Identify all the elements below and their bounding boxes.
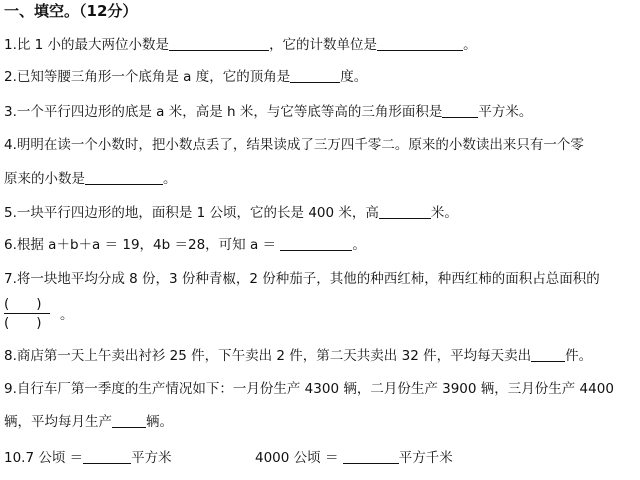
q1-text-3: 。 (463, 37, 477, 53)
q5-blank[interactable] (379, 204, 431, 219)
q4-text: 4.明明在读一个小数时，把小数点丢了，结果读成了三万四千零二。原来的小数读出来只有一个零 (4, 137, 584, 153)
q7-denominator-blank: ( ) (4, 315, 42, 331)
question-1 (4, 36, 477, 54)
fraction-bar (4, 313, 50, 314)
question-5 (4, 204, 458, 222)
q10-text-4: 平方千米 (398, 450, 453, 466)
q10-text: 10.7 公顷 ＝ (4, 450, 84, 466)
q6-text: 6.根据 a＋b＋a ＝ 19，4b ＝28，可知 a ＝ (4, 237, 277, 253)
q8-blank[interactable] (531, 347, 565, 362)
q10-blank-1[interactable] (83, 449, 131, 464)
q2-blank[interactable] (290, 68, 340, 83)
q4-text-2: 原来的小数是 (4, 171, 85, 187)
question-9-cont (4, 413, 173, 431)
question-8 (4, 347, 592, 365)
q5-text-2: 米。 (430, 205, 458, 221)
question-10a (4, 449, 172, 467)
question-7 (4, 270, 600, 288)
question-10b (255, 449, 453, 467)
question-4 (4, 136, 584, 154)
q2-text-2: 度。 (340, 69, 368, 85)
q3-blank[interactable] (442, 103, 478, 118)
question-4-cont (4, 170, 177, 188)
q10-text-3: 4000 公顷 ＝ (255, 450, 339, 466)
q4-text-3: 。 (163, 171, 177, 187)
q7-numerator-blank: ( ) (4, 296, 42, 312)
q3-text-2: 平方米。 (478, 104, 533, 120)
q9-text: 9.自行车厂第一季度的生产情况如下：一月份生产 4300 辆，二月份生产 3900 辆，三月份生产 4400 (4, 381, 614, 397)
q10-blank-2[interactable] (343, 449, 399, 464)
q9-blank[interactable] (112, 413, 146, 428)
question-9 (4, 380, 614, 398)
q10-text-2: 平方米 (131, 450, 172, 466)
question-2 (4, 68, 367, 86)
q8-text-2: 件。 (565, 348, 593, 364)
q8-text: 8.商店第一天上午卖出衬衫 25 件，下午卖出 2 件，第二天共卖出 32 件，平均每天卖出 (4, 348, 532, 364)
q4-blank[interactable] (85, 170, 163, 185)
q2-text: 2.已知等腰三角形一个底角是 a 度，它的顶角是 (4, 69, 291, 85)
q7-fraction[interactable] (4, 296, 50, 331)
q9-text-3: 辆。 (146, 414, 173, 430)
q5-text: 5.一块平行四边形的地，面积是 1 公顷，它的长是 400 米，高 (4, 205, 379, 221)
q1-blank-2[interactable] (377, 36, 463, 51)
q3-text: 3.一个平行四边形的底是 a 米，高是 h 米，与它等底等高的三角形面积是 (4, 104, 443, 120)
q1-text: 1.比 1 小的最大两位小数是 (4, 37, 170, 53)
q7-end: 。 (60, 307, 74, 323)
q1-blank-1[interactable] (169, 36, 269, 51)
question-6 (4, 236, 366, 254)
q6-blank[interactable] (280, 236, 352, 251)
section-title: 一、填空。（12分） (4, 2, 138, 20)
question-3 (4, 103, 532, 121)
q7-text: 7.将一块地平均分成 8 份，3 份种青椒，2 份种茄子，其他的种西红柿，种西红柿的面积占总面积的 (4, 271, 600, 287)
q1-text-2: ，它的计数单位是 (269, 37, 378, 53)
q6-text-2: 。 (352, 237, 366, 253)
q9-text-2: 辆，平均每月生产 (4, 414, 112, 430)
